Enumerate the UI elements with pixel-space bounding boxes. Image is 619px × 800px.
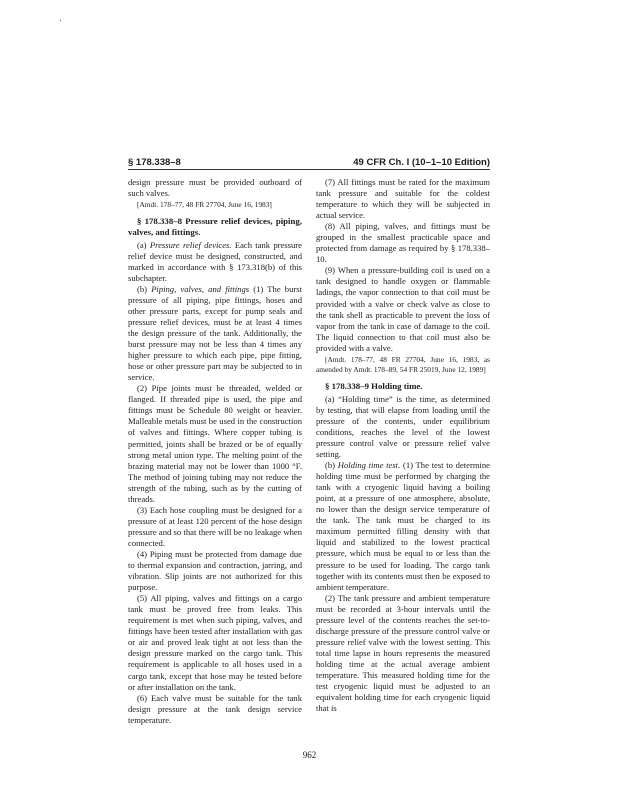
section-heading-178-338-8: § 178.338–8 Pressure relief devices, piping, valves, and fittings. xyxy=(128,215,302,237)
paragraph-b2-pipe-joints: (2) Pipe joints must be threaded, welded or flanged. If threaded pipe is used, the pipe and fittings must be Schedule 80 weight or heavier. Malleable metals must be used in the construction of valves and fittings. Where copper tubing is permitted, joints shall be brazed or be of equally strong metal union type. The melting point of the brazing material may not be lower than 1000 °F. The method of joining tubing may not reduce the strength of the tubing, such as by the cutting of threads. xyxy=(128,383,302,504)
paragraph-text: Each tank pressure relief device must be designed, constructed, and marked in accordance with § 173.318(b) of this subchapter. xyxy=(128,239,302,283)
amendment-note: [Amdt. 178–77, 48 FR 27704, June 16, 1983, as amended by Amdt. 178–89, 54 FR 25019, June 12, 1989] xyxy=(316,354,490,375)
paragraph-b6-valve-suitability: (6) Each valve must be suitable for the tank design pressure at the tank design service temperature. xyxy=(128,692,302,725)
paragraph-b7-fittings: (7) All fittings must be rated for the maximum tank pressure and suitable for the coldest temperature to which they will be subjected in actual service. xyxy=(316,177,490,221)
running-header xyxy=(128,157,490,170)
paragraph-b9-pressure-coil: (9) When a pressure-building coil is used on a tank designed to handle oxygen or flammable ladings, the vapor connection to that coil must be provided with a valve or check valve as close to the tank shell as practicable to prevent the loss of vapor from the tank in case of damage to the coil. The liquid connection to that coil must also be provided with a valve. xyxy=(316,265,490,353)
paragraph-b3-hose-coupling: (3) Each hose coupling must be designed for a pressure of at least 120 percent of the hose design pressure and so that there will be no leakage when connected. xyxy=(128,504,302,548)
paragraph-b4-piping-protection: (4) Piping must be protected from damage due to thermal expansion and contraction, jarring, and vibration. Slip joints are not authorized for this purpose. xyxy=(128,549,302,593)
paragraph-italic-title: Piping, valves, and fittings xyxy=(151,283,250,294)
paragraph-marker: (b) xyxy=(137,283,148,294)
header-cfr-title: 49 CFR Ch. I (10–1–10 Edition) xyxy=(353,157,490,168)
paragraph-continuation: design pressure must be provided outboard of such valves. xyxy=(128,177,302,199)
paragraph-b-holding-time-test xyxy=(316,460,490,593)
amendment-note: [Amdt. 178–77, 48 FR 27704, June 16, 1983] xyxy=(137,200,272,210)
header-section-id: § 178.338–8 xyxy=(128,157,181,168)
paragraph-b-piping xyxy=(128,284,302,383)
paragraph-marker: (b) xyxy=(325,460,336,471)
paragraph-text: (1) The burst pressure of all piping, pipe fittings, hoses and other pressure parts, except for pump seals and pressure relief devices, must be at least 4 times the design pressure of the tank. Additionally, the burst pressure may not be less than 4 times any higher pressure to which each pipe, pipe fitting, hose or other pressure part may be subjected to in service. xyxy=(128,283,302,383)
paragraph-b2-recording: (2) The tank pressure and ambient temperature must be recorded at 3-hour intervals until the pressure level of the contents reaches the set-to-discharge pressure of the pressure control valve or pressure relief valve with the lowest setting. This total time lapse in hours represents the measured holding time at the actual average ambient temperature. This measured holding time for the test cryogenic liquid must be adjusted to an equivalent holding time for each cryogenic liquid that is xyxy=(316,592,490,714)
paragraph-b5-leak-test: (5) All piping, valves and fittings on a cargo tank must be proved free from leaks. This requirement is met when such piping, valves, and fittings have been tested after installation with gas or air and proved leak tight at not less than the design pressure marked on the cargo tank. This requirement is applicable to all hoses used in a cargo tank, except that hose may be tested before or after installation on the tank. xyxy=(128,593,302,692)
paragraph-b8-grouping: (8) All piping, valves, and fittings must be grouped in the smallest practicable space and protected from damage as required by § 178.338–10. xyxy=(316,221,490,265)
right-text-column xyxy=(316,177,490,714)
paragraph-text: (1) The test to determine holding time must be performed by charging the tank with a cryogenic liquid having a boiling point, at a pressure of one atmosphere, absolute, no lower than the design service temperature of the tank. The tank must be charged to its maximum permitted filling density with that liquid and stabilized to the lowest practical pressure, which must be equal to or less than the pressure to be used for loading. The cargo tank together with its contents must then be exposed to ambient temperature. xyxy=(316,460,490,592)
paragraph-marker: (a) xyxy=(137,239,147,250)
paragraph-italic-title: Holding time test. xyxy=(337,460,401,471)
page-number: 962 xyxy=(302,750,317,760)
paragraph-a-holding-time: (a) “Holding time” is the time, as determined by testing, that will elapse from loading until the pressure of the contents, under equilibrium conditions, reaches the level of the lowest pressure control valve or pressure relief valve setting. xyxy=(316,393,490,460)
left-text-column xyxy=(128,177,302,726)
scan-speck xyxy=(60,20,61,21)
section-heading-178-338-9: § 178.338–9 Holding time. xyxy=(325,380,423,391)
paragraph-italic-title: Pressure relief devices. xyxy=(149,239,232,250)
paragraph-a-relief-devices xyxy=(128,240,302,284)
